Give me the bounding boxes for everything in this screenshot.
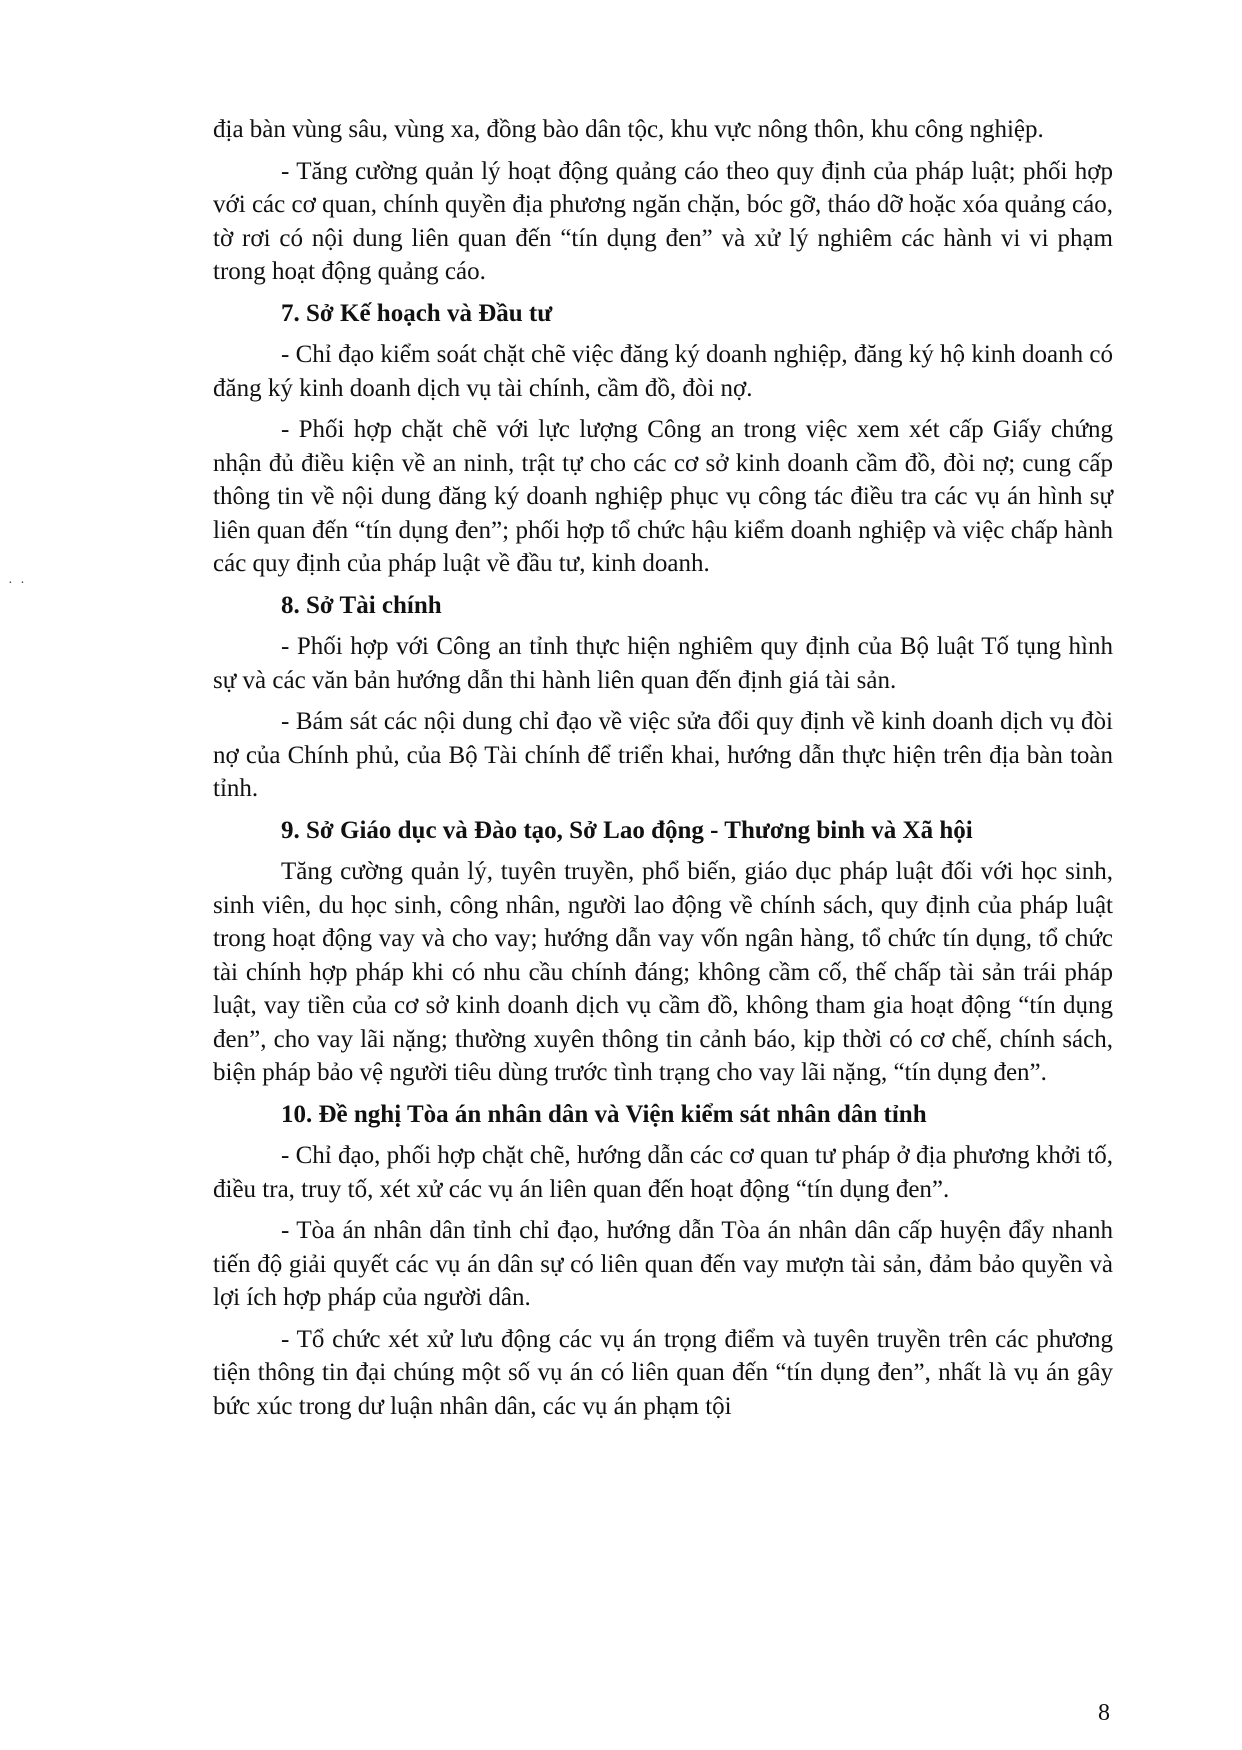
paragraph-continuation: địa bàn vùng sâu, vùng xa, đồng bào dân tộc, khu vực nông thôn, khu công nghiệp. (213, 116, 1044, 143)
paragraph-business-registration: - Chỉ đạo kiểm soát chặt chẽ việc đăng ký doanh nghiệp, đăng ký hộ kinh doanh có đăng ký kinh doanh dịch vụ tài chính, cầm đồ, đòi nợ. (213, 341, 1113, 402)
scan-artifact-dots: · · (8, 576, 27, 591)
paragraph-asset-valuation: - Phối hợp với Công an tỉnh thực hiện nghiêm quy định của Bộ luật Tố tụng hình sự và các văn bản hướng dẫn thi hành liên quan đến định giá tài sản. (213, 633, 1113, 694)
section-heading-8: 8. Sở Tài chính (281, 591, 442, 619)
paragraph-civil-cases: - Tòa án nhân dân tỉnh chỉ đạo, hướng dẫn Tòa án nhân dân cấp huyện đẩy nhanh tiến độ giải quyết các vụ án dân sự có liên quan đến vay mượn tài sản, đảm bảo quyền và lợi ích hợp pháp của người dân. (213, 1217, 1113, 1311)
section-heading-10: 10. Đề nghị Tòa án nhân dân và Viện kiểm sát nhân dân tỉnh (281, 1100, 927, 1128)
page-number: 8 (1098, 1700, 1110, 1726)
paragraph-judicial-direction: - Chỉ đạo, phối hợp chặt chẽ, hướng dẫn các cơ quan tư pháp ở địa phương khởi tố, điều tra, truy tố, xét xử các vụ án liên quan đến hoạt động “tín dụng đen”. (213, 1142, 1113, 1203)
section-heading-9: 9. Sở Giáo dục và Đào tạo, Sở Lao động - Thương binh và Xã hội (281, 816, 973, 844)
paragraph-education-labor: Tăng cường quản lý, tuyên truyền, phổ biến, giáo dục pháp luật đối với học sinh, sinh viên, du học sinh, công nhân, người lao động về chính sách, quy định của pháp luật trong hoạt động vay và cho vay; hướng dẫn vay vốn ngân hàng, tổ chức tín dụng, tổ chức tài chính hợp pháp khi có nhu cầu chính đáng; không cầm cố, thế chấp tài sản trái pháp luật, vay tiền của cơ sở kinh doanh dịch vụ cầm đồ, không tham gia hoạt động “tín dụng đen”, cho vay lãi nặng; thường xuyên thông tin cảnh báo, kịp thời có cơ chế, chính sách, biện pháp bảo vệ người tiêu dùng trước tình trạng cho vay lãi nặng, “tín dụng đen”. (213, 858, 1113, 1086)
paragraph-police-coordination: - Phối hợp chặt chẽ với lực lượng Công an trong việc xem xét cấp Giấy chứng nhận đủ điều kiện về an ninh, trật tự cho các cơ sở kinh doanh cầm đồ, đòi nợ; cung cấp thông tin về nội dung đăng ký doanh nghiệp phục vụ công tác điều tra các vụ án hình sự liên quan đến “tín dụng đen”; phối hợp tổ chức hậu kiểm doanh nghiệp và việc chấp hành các quy định của pháp luật về đầu tư, kinh doanh. (213, 416, 1113, 577)
document-page (213, 113, 1113, 1431)
paragraph-mobile-trials: - Tổ chức xét xử lưu động các vụ án trọng điểm và tuyên truyền trên các phương tiện thông tin đại chúng một số vụ án có liên quan đến “tín dụng đen”, nhất là vụ án gây bức xúc trong dư luận nhân dân, các vụ án phạm tội (213, 1325, 1113, 1420)
paragraph-advertising-management: - Tăng cường quản lý hoạt động quảng cáo theo quy định của pháp luật; phối hợp với các cơ quan, chính quyền địa phương ngăn chặn, bóc gỡ, tháo dỡ hoặc xóa quảng cáo, tờ rơi có nội dung liên quan đến “tín dụng đen” và xử lý nghiêm các hành vi vi phạm trong hoạt động quảng cáo. (213, 157, 1113, 285)
paragraph-debt-collection: - Bám sát các nội dung chỉ đạo về việc sửa đổi quy định về kinh doanh dịch vụ đòi nợ của Chính phủ, của Bộ Tài chính để triển khai, hướng dẫn thực hiện trên địa bàn toàn tỉnh. (213, 708, 1113, 802)
section-heading-7: 7. Sở Kế hoạch và Đầu tư (281, 299, 553, 327)
